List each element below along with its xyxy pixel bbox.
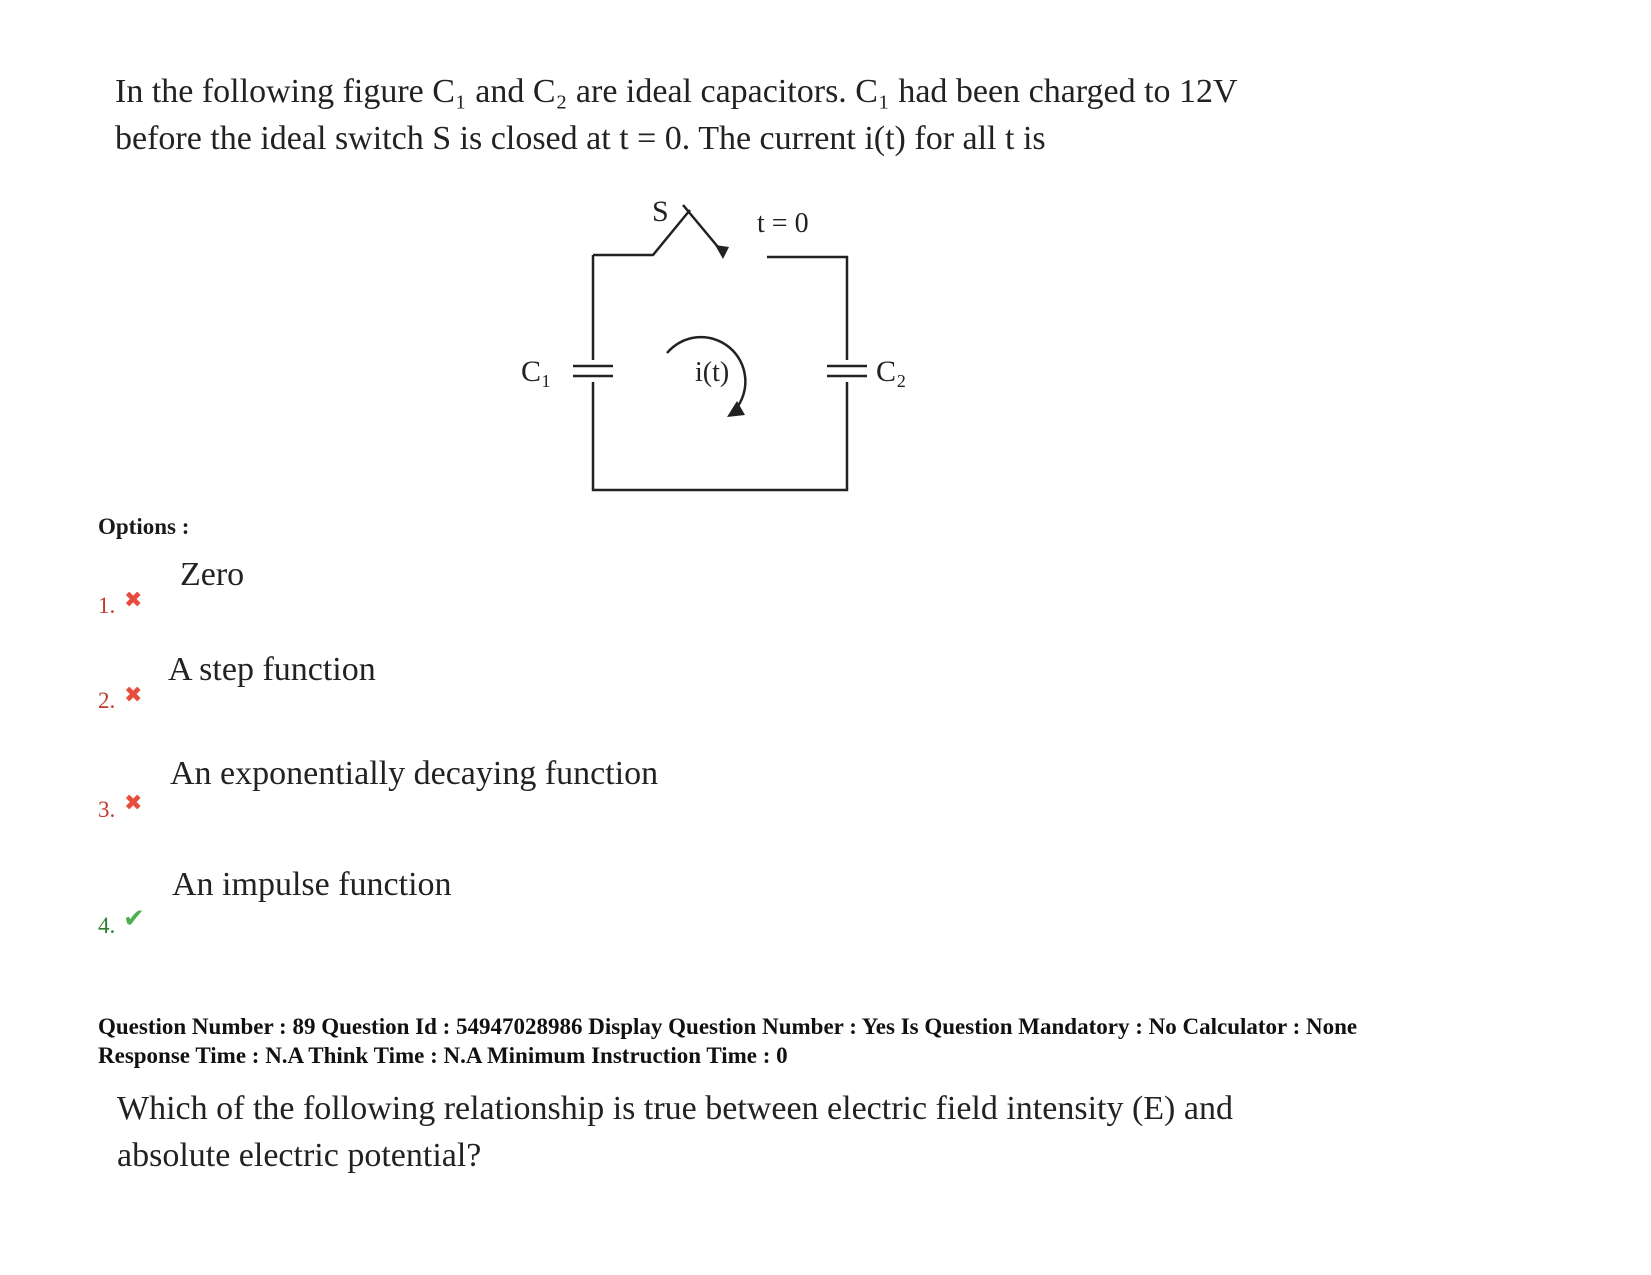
- current-arrowhead: [727, 401, 745, 417]
- current-label: i(t): [695, 357, 730, 388]
- question-meta: Question Number : 89 Question Id : 54947028986 Display Question Number : Yes Is Question Mandatory : No Calculator : None: [98, 1014, 1358, 1039]
- question-line: absolute electric potential?: [117, 1137, 482, 1174]
- cross-icon: ✖: [124, 791, 143, 816]
- cross-icon: ✖: [124, 588, 143, 613]
- option-text: An impulse function: [172, 866, 452, 903]
- question-timing: Response Time : N.A Think Time : N.A Minimum Instruction Time : 0: [98, 1043, 788, 1068]
- question-line: In the following figure C₁ and C₂ are ideal capacitors. C₁ had been charged to 12V: [115, 73, 1238, 110]
- options-heading: Options :: [98, 514, 190, 539]
- next-question-text: [117, 1085, 1233, 1179]
- question-line: before the ideal switch S is closed at t = 0. The current i(t) for all t is: [115, 120, 1046, 157]
- option-number: 4.: [98, 913, 116, 938]
- time-label: t = 0: [757, 208, 809, 239]
- cross-icon: ✖: [124, 683, 143, 708]
- question-line: Which of the following relationship is true between electric field intensity (E) and: [117, 1090, 1233, 1127]
- switch-label: S: [652, 195, 669, 228]
- question-text: [115, 68, 1238, 162]
- c1-label: C₁: [521, 355, 552, 388]
- c2-label: C₂: [876, 355, 907, 388]
- circuit-diagram: [515, 185, 935, 495]
- switch-arrowhead: [715, 245, 729, 259]
- option-number: 2.: [98, 688, 116, 713]
- option-text: A step function: [168, 651, 376, 688]
- option-number: 1.: [98, 593, 116, 618]
- option-text: An exponentially decaying function: [170, 755, 659, 792]
- option-number: 3.: [98, 797, 116, 822]
- check-icon: ✔: [123, 904, 145, 934]
- option-text: Zero: [180, 556, 245, 593]
